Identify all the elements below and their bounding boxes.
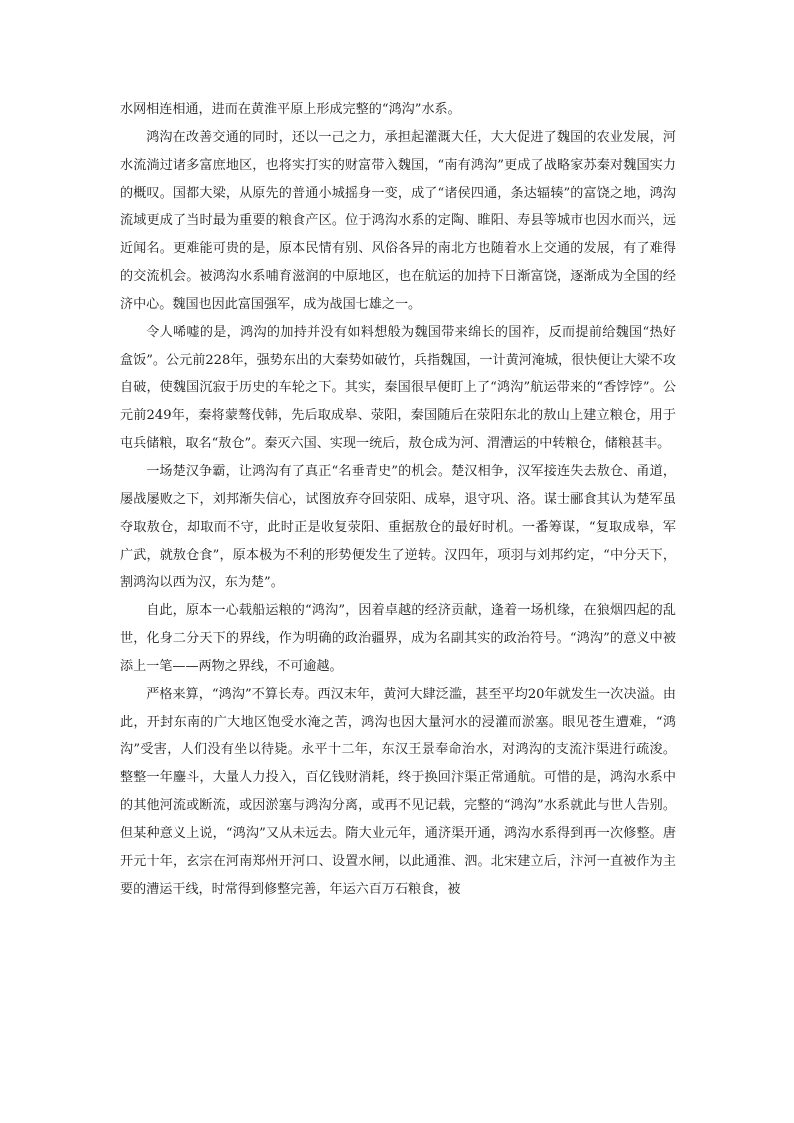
paragraph-political-boundary: 自此，原本一心载船运粮的“鸿沟”，因着卓越的经济贡献，逢着一场机缘，在狼烟四起的乱世，化身二分天下的界线，作为明确的政治疆界，成为名副其实的政治符号。“鸿沟”的意义中被添上一笔——两物之界线，不可逾越。 — [120, 603, 676, 674]
paragraph-continuation: 水网相连相通，进而在黄淮平原上形成完整的“鸿沟”水系。 — [120, 102, 461, 117]
paragraph-chu-han-contention: 一场楚汉争霸，让鸿沟有了真正“名垂青史”的机会。楚汉相争，汉军接连失去敖仓、甬道，屡战屡败之下，刘邦渐失信心，试图放弃夺回荥阳、成皋，退守巩、洛。谋士郦食其认为楚军虽夺取敖仓，却取而不守，此时正是收复荥阳、重据敖仓的最好时机。一番筹谋，“复取成皋，军广武，就敖仓食”，原本极为不利的形势便发生了逆转。汉四年，项羽与刘邦约定，“中分天下，割鸿沟以西为汉，东为楚”。 — [120, 463, 676, 591]
paragraph-qin-conquest: 令人唏嘘的是，鸿沟的加持并没有如料想般为魏国带来绵长的国祚，反而提前给魏国“热好盒饭”。公元前228年，强势东出的大秦势如破竹，兵指魏国，一计黄河淹城，很快便让大梁不攻自破，使魏国沉寂于历史的车轮之下。其实，秦国很早便盯上了“鸿沟”航运带来的“香饽饽”。公元前249年，秦将蒙骜伐韩，先后取成皋、荥阳，秦国随后在荥阳东北的敖山上建立粮仓，用于屯兵储粮，取名“敖仓”。秦灭六国、实现一统后，敖仓成为河、渭漕运的中转粮仓，储粮甚丰。 — [120, 324, 676, 452]
paragraph-canal-decline: 严格来算，“鸿沟”不算长寿。西汉末年，黄河大肆泛滥，甚至平均20年就发生一次决溢。由此，开封东南的广大地区饱受水淹之苦，鸿沟也因大量河水的浸灌而淤塞。眼见苍生遭难，“鸿沟”受害，人们没有坐以待毙。永平十二年，东汉王景奉命治水，对鸿沟的支流汴渠进行疏浚。整整一年鏖斗，大量人力投入，百亿钱财消耗，终于换回汴渠正常通航。可惜的是，鸿沟水系中的其他河流或断流，或因淤塞与鸿沟分离，或再不见记载，完整的“鸿沟”水系就此与世人告别。但某种意义上说，“鸿沟”又从未远去。隋大业元年，通济渠开通，鸿沟水系得到再一次修整。唐开元十年，玄宗在河南郑州开河口、设置水闸，以此通淮、泗。北宋建立后，汴河一直被作为主要的漕运干线，时常得到修整完善，年运六百万石粮食，被 — [120, 686, 676, 897]
paragraph-canal-benefits: 鸿沟在改善交通的同时，还以一己之力，承担起灌溉大任，大大促进了魏国的农业发展，河水流淌过诸多富庶地区，也将实打实的财富带入魏国，“南有鸿沟”更成了战略家苏秦对魏国实力的概叹。国都大梁，从原先的普通小城摇身一变，成了“诸侯四通，条达辐辏”的富饶之地，鸿沟流域更成了当时最为重要的粮食产区。位于鸿沟水系的定陶、睢阳、寿县等城市也因水而兴，远近闻名。更难能可贵的是，原本民情有别、风俗各异的南北方也随着水上交通的发展，有了难得的交流机会。被鸿沟水系哺育滋润的中原地区，也在航运的加持下日渐富饶，逐渐成为全国的经济中心。魏国也因此富国强军，成为战国七雄之一。 — [120, 129, 676, 312]
document-body — [120, 96, 676, 903]
